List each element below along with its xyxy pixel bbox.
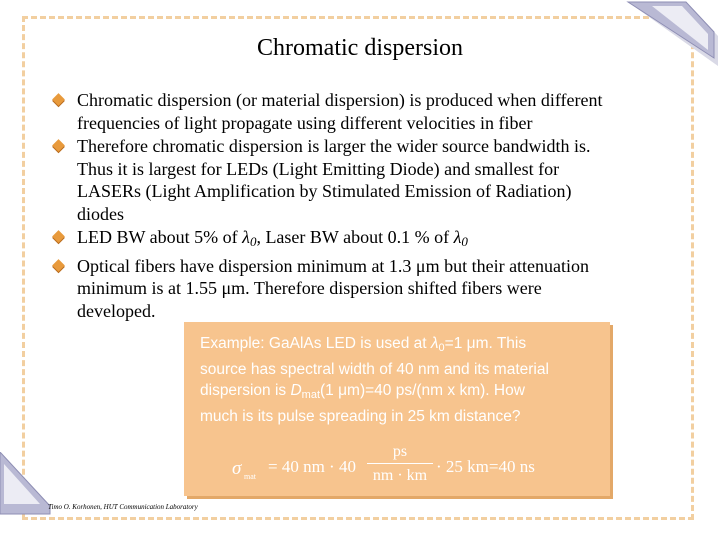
bullet-text-line: Therefore chromatic dispersion is larger the wider source bandwidth is. — [77, 136, 591, 156]
bullet-text-line: developed. — [77, 300, 156, 321]
diamond-bullet-icon — [52, 93, 65, 106]
bullet-item-bandwidth-percent — [48, 226, 668, 254]
slide-title: Chromatic dispersion — [257, 35, 463, 61]
bullet-text-line: Thus it is largest for LEDs (Light Emitting Diode) and smallest for — [77, 158, 560, 179]
lambda-symbol: λ — [453, 227, 462, 247]
bullet-text-line: minimum is at 1.55 μm. Therefore dispersion shifted fibers were — [77, 278, 542, 298]
dispersion-subscript: mat — [301, 389, 321, 401]
bullet-item-source-bandwidth — [48, 135, 668, 225]
fraction-bar — [367, 463, 433, 464]
formula-right-side: · 25 km=40 ns — [436, 457, 535, 476]
lambda-subscript: 0 — [461, 234, 468, 249]
lambda-subscript: 0 — [438, 342, 445, 354]
bullet-text-line: diodes — [77, 203, 124, 224]
fraction-numerator: ps — [392, 443, 408, 460]
bullet-text-line: Optical fibers have dispersion minimum at 1.3 μm but their attenuation — [77, 255, 590, 276]
formula-left-side: = 40 nm · 40 — [268, 457, 356, 476]
bullet-item-dispersion-minimum — [48, 255, 668, 323]
example-text-part: =1 μm. This — [444, 335, 527, 352]
example-text-line: source has spectral width of 40 nm and its material — [200, 361, 549, 378]
example-box — [184, 322, 610, 496]
bullet-item-chromatic-dispersion — [48, 89, 668, 134]
footer-credit: Timo O. Korhonen, HUT Communication Laboratory — [48, 503, 198, 511]
bullet-text-line: LASERs (Light Amplification by Stimulated Emission of Radiation) — [77, 181, 572, 201]
example-text-part: dispersion is — [200, 382, 291, 399]
formula-fraction — [367, 442, 433, 486]
bullet-text-line: Chromatic dispersion (or material dispersion) is produced when different — [77, 90, 603, 110]
pulse-spreading-formula — [230, 442, 560, 492]
example-text-part: (1 μm)=40 ps/(nm x km). How — [320, 382, 525, 399]
diamond-bullet-icon — [52, 259, 65, 272]
bullet-text-line: frequencies of light propagate using different velocities in fiber — [77, 112, 533, 133]
bullet-list — [48, 89, 668, 322]
lambda-subscript: 0 — [249, 234, 257, 249]
example-text-line: much is its pulse spreading in 25 km distance? — [200, 408, 521, 425]
example-text — [200, 333, 604, 427]
diamond-bullet-icon — [52, 230, 65, 243]
lambda-symbol: λ — [430, 335, 439, 352]
dispersion-symbol: D — [290, 382, 302, 399]
lambda-symbol: λ — [242, 227, 250, 247]
bullet-text: , Laser BW about 0.1 % of — [256, 227, 454, 247]
diamond-bullet-icon — [52, 139, 65, 152]
example-text-part: AlAs LED is used at — [289, 335, 431, 352]
fraction-denominator: nm · km — [372, 467, 428, 484]
bullet-text: LED BW about 5% of — [77, 227, 243, 247]
sigma-subscript: mat — [244, 472, 256, 481]
example-text-part: Example: Ga — [200, 335, 290, 352]
sigma-symbol: σ — [232, 458, 242, 479]
